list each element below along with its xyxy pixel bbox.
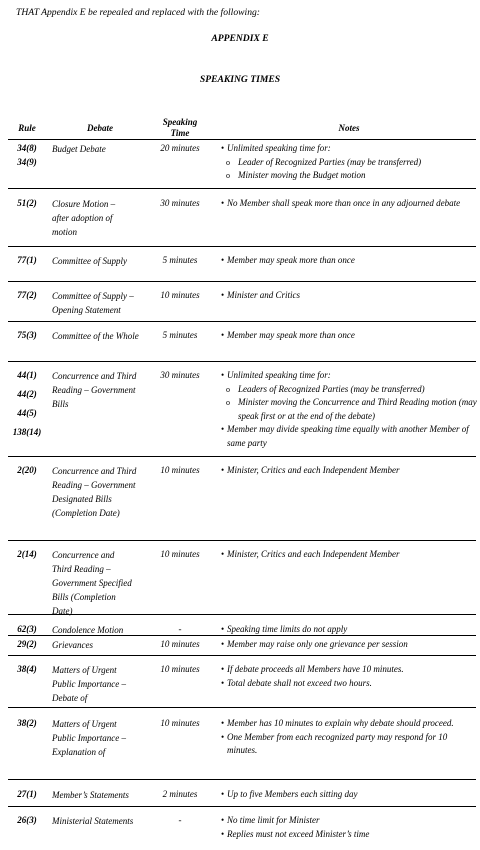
rule-number (8, 330, 46, 349)
bullet-note: • Member may divide speaking time equally with another Member of same party (221, 423, 477, 450)
rule-number-line: 44(1) (17, 370, 37, 380)
rule-number-line: 2(20) (17, 465, 37, 475)
rule-number-line: 27(1) (17, 789, 37, 799)
bullet-note: • Minister, Critics and each Independent Member (221, 464, 477, 478)
rule-number-line: 29(2) (17, 639, 37, 649)
notes-cell (221, 638, 477, 652)
bullet-note: • Member may speak more than once (221, 254, 477, 268)
rule-number (8, 639, 46, 658)
bullet-note: • Member has 10 minutes to explain why debate should proceed. (221, 717, 477, 731)
speaking-time: 2 minutes (162, 789, 198, 799)
debate-name: Matters of Urgent Public Importance – Debate of (52, 665, 126, 703)
speaking-time: 10 minutes (160, 664, 200, 674)
notes-cell (221, 814, 477, 841)
debate-name: Closure Motion – after adoption of motion (52, 199, 116, 237)
notes-cell (221, 289, 477, 303)
rule-number-line: 38(4) (17, 664, 37, 674)
header-debate: Debate (87, 123, 113, 133)
speaking-time: 20 minutes (160, 143, 200, 153)
rule-number-line: 38(2) (17, 718, 37, 728)
bullet-note: • Up to five Members each sitting day (221, 788, 477, 802)
rule-number-line: 44(2) (17, 389, 37, 399)
bullet-note: • Unlimited speaking time for: (221, 142, 477, 156)
notes-cell (221, 197, 477, 211)
row-divider (8, 779, 476, 780)
notes-cell (221, 788, 477, 802)
bullet-note: • Minister and Critics (221, 289, 477, 303)
sub-bullet-note: o Minister moving the Budget motion (222, 169, 477, 183)
notes-cell (221, 464, 477, 478)
speaking-time: - (178, 624, 182, 634)
debate-name: Member’s Statements (52, 790, 129, 800)
notes-cell (221, 548, 477, 562)
debate-name: Condolence Motion (52, 625, 124, 635)
rule-number-line: 26(3) (17, 815, 37, 825)
header-rule-line (8, 139, 476, 140)
debate-name: Concurrence and Third Reading – Government Specified Bills (Completion Date) (52, 550, 132, 616)
speaking-time: 10 minutes (160, 639, 200, 649)
bullet-note: • Speaking time limits do not apply (221, 623, 477, 637)
intro-text: THAT Appendix E be repealed and replaced with the following: (16, 7, 260, 18)
rule-number-line: 44(5) (17, 408, 37, 418)
bullet-note: • Replies must not exceed Minister’s time (221, 828, 477, 842)
debate-name: Committee of Supply (52, 256, 127, 266)
header-notes: Notes (338, 123, 360, 133)
rule-number-line: 34(8) (17, 143, 37, 153)
bullet-note: • If debate proceeds all Members have 10 minutes. (221, 663, 477, 677)
appendix-title: APPENDIX E (211, 33, 269, 44)
speaking-time: 10 minutes (160, 549, 200, 559)
row-divider (8, 655, 476, 656)
row-divider (8, 281, 476, 282)
section-title: SPEAKING TIMES (199, 74, 281, 85)
bullet-note: • One Member from each recognized party may respond for 10 minutes. (221, 731, 477, 758)
debate-name: Concurrence and Third Reading – Government Bills (52, 371, 137, 409)
bullet-note: • No time limit for Minister (221, 814, 477, 828)
speaking-time: 5 minutes (162, 255, 198, 265)
rule-number (8, 290, 46, 309)
debate-name: Ministerial Statements (52, 816, 134, 826)
rule-number-line: 77(1) (17, 255, 37, 265)
rule-number-line: 75(3) (17, 330, 37, 340)
speaking-time: 30 minutes (160, 198, 200, 208)
rule-number-line: 62(3) (17, 624, 37, 634)
rule-number (8, 255, 46, 274)
debate-name: Matters of Urgent Public Importance – Explanation of (52, 719, 126, 757)
bullet-note: • Total debate shall not exceed two hours. (221, 677, 477, 691)
speaking-time: 10 minutes (160, 718, 200, 728)
bullet-note: • No Member shall speak more than once in any adjourned debate (221, 197, 477, 211)
bullet-note: • Minister, Critics and each Independent Member (221, 548, 477, 562)
header-speaking-time: Speaking Time (162, 117, 198, 138)
speaking-time: 30 minutes (160, 370, 200, 380)
row-divider (8, 456, 476, 457)
debate-name: Concurrence and Third Reading – Government Designated Bills (Completion Date) (52, 466, 137, 518)
header-rule: Rule (18, 123, 36, 133)
bullet-note: • Unlimited speaking time for: (221, 369, 477, 383)
rule-number-line: 138(14) (12, 427, 42, 437)
rule-number (8, 370, 46, 446)
row-divider (8, 540, 476, 541)
sub-bullet-note: o Leaders of Recognized Parties (may be transferred) (222, 383, 477, 397)
bullet-note: • Member may speak more than once (221, 329, 477, 343)
rule-number (8, 198, 46, 217)
notes-cell (221, 142, 477, 183)
bullet-note: • Member may raise only one grievance per session (221, 638, 477, 652)
speaking-time: - (178, 815, 182, 825)
debate-name: Committee of the Whole (52, 331, 139, 341)
debate-name: Committee of Supply – Opening Statement (52, 291, 134, 315)
rule-number (8, 789, 46, 808)
row-divider (8, 321, 476, 322)
rule-number-line: 77(2) (17, 290, 37, 300)
row-divider (8, 707, 476, 708)
rule-number (8, 815, 46, 834)
notes-cell (221, 717, 477, 758)
sub-bullet-note: o Minister moving the Concurrence and Third Reading motion (may speak first or at the end of the debate) (222, 396, 477, 423)
speaking-time: 10 minutes (160, 290, 200, 300)
notes-cell (221, 254, 477, 268)
notes-cell (221, 663, 477, 690)
debate-name: Budget Debate (52, 144, 106, 154)
row-divider (8, 188, 476, 189)
rule-number (8, 143, 46, 171)
notes-cell (221, 369, 477, 450)
row-divider (8, 361, 476, 362)
sub-bullet-note: o Leader of Recognized Parties (may be transferred) (222, 156, 477, 170)
rule-number (8, 664, 46, 683)
rule-number (8, 549, 46, 568)
row-divider (8, 246, 476, 247)
rule-number-line: 2(14) (17, 549, 37, 559)
rule-number (8, 465, 46, 484)
notes-cell (221, 329, 477, 343)
speaking-time: 5 minutes (162, 330, 198, 340)
row-divider (8, 806, 476, 807)
notes-cell (221, 623, 477, 637)
rule-number (8, 718, 46, 737)
speaking-time: 10 minutes (160, 465, 200, 475)
debate-name: Grievances (52, 640, 93, 650)
rule-number-line: 51(2) (17, 198, 37, 208)
rule-number-line: 34(9) (17, 157, 37, 167)
